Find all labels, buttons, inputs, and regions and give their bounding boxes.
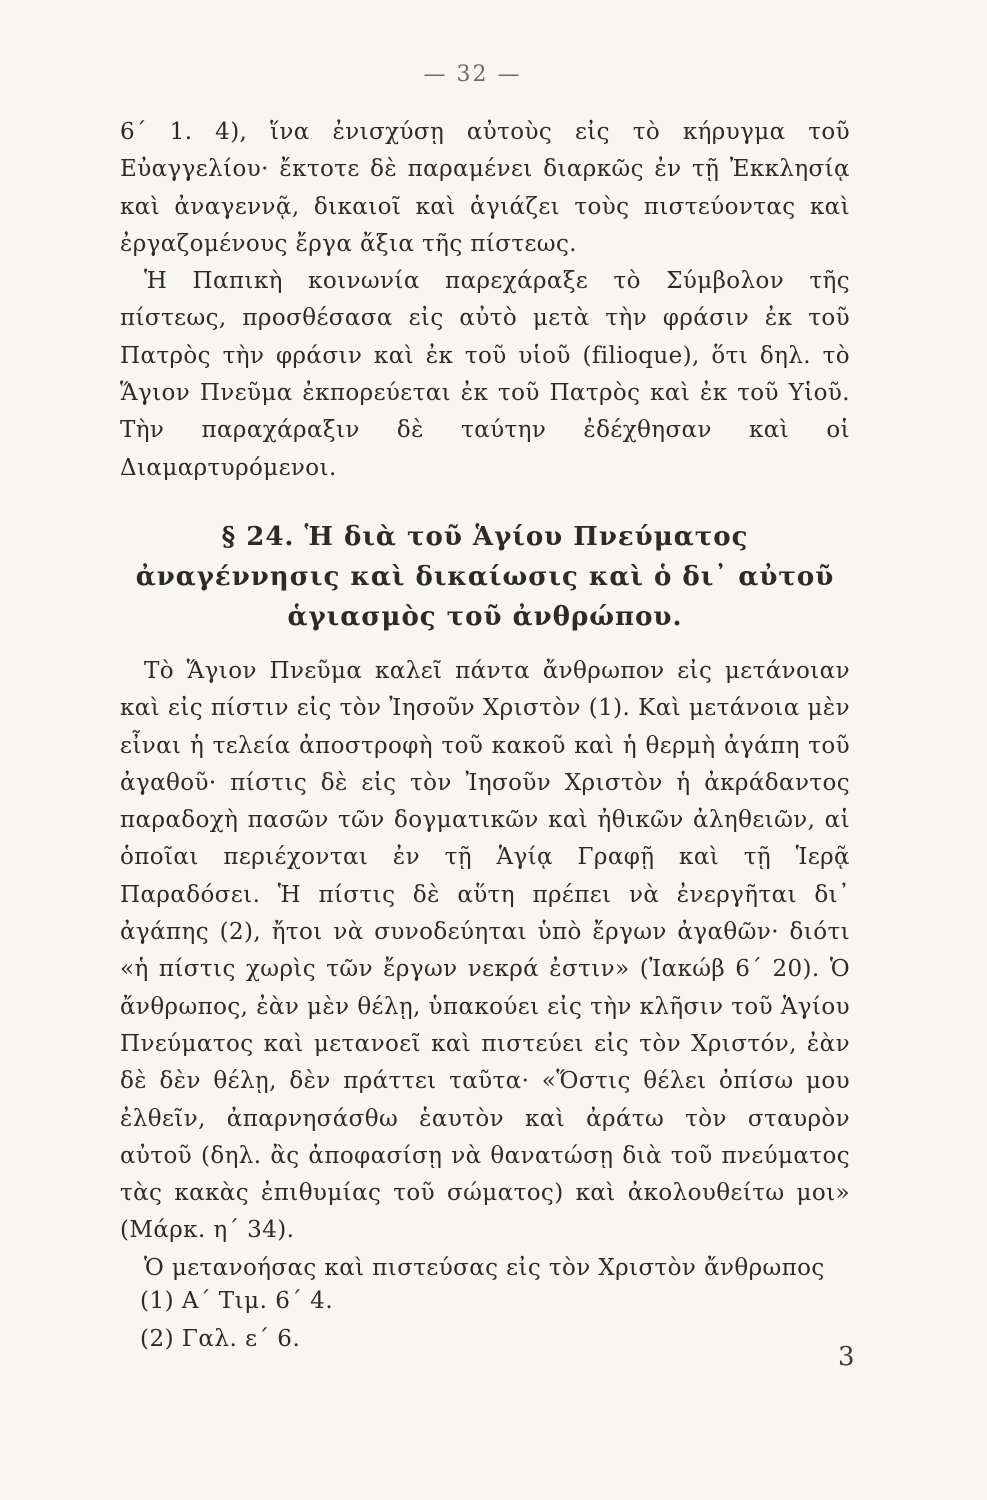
section-heading: § 24. Ἡ διὰ τοῦ Ἁγίου Πνεύματος ἀναγέννησις καὶ δικαίωσις καὶ ὁ δι᾿ αὐτοῦ ἁγιασμὸς τοῦ ἀνθρώπου. xyxy=(135,521,835,632)
paragraph-holy-spirit: Τὸ Ἅγιον Πνεῦμα καλεῖ πάντα ἄνθρωπον εἰς μετάνοιαν καὶ εἰς πίστιν εἰς τὸν Ἰησοῦν Χριστὸν (1). Καὶ μετάνοια μὲν εἶναι ἡ τελεία ἀποστροφὴ τοῦ κακοῦ καὶ ἡ θερμὴ ἀγάπη τοῦ ἀγαθοῦ· πίστις δὲ εἰς τὸν Ἰησοῦν Χριστὸν ἡ ἀκράδαντος παραδοχὴ πασῶν τῶν δογματικῶν καὶ ἠθικῶν ἀληθειῶν, αἱ ὁποῖαι περιέχονται ἐν τῇ Ἁγίᾳ Γραφῇ καὶ τῇ Ἱερᾷ Παραδόσει. Ἡ πίστις δὲ αὕτη πρέπει νὰ ἐνεργῆται δι᾿ ἀγάπης (2), ἤτοι νὰ συνοδεύηται ὑπὸ ἔργων ἀγαθῶν· διότι «ἡ πίστις χωρὶς τῶν ἔργων νεκρά ἐστιν» (Ἰακώβ 6΄ 20). Ὁ ἄνθρωπος, ἐὰν μὲν θέλῃ, ὑπακούει εἰς τὴν κλῆσιν τοῦ Ἁγίου Πνεύματος καὶ μετανοεῖ καὶ πιστεύει εἰς τὸν Χριστόν, ἐὰν δὲ δὲν θέλῃ, δὲν πράττει ταῦτα· «Ὅστις θέλει ὀπίσω μου ἐλθεῖν, ἀπαρνησάσθω ἑαυτὸν καὶ ἀράτω τὸν σταυρὸν αὐτοῦ (δηλ. ἂς ἀποφασίσῃ νὰ θανατώσῃ διὰ τοῦ πνεύματος τὰς κακὰς ἐπιθυμίας τοῦ σώματος) καὶ ἀκολουθείτω μοι» (Μάρκ. η΄ 34). xyxy=(120,657,850,1244)
footnotes xyxy=(140,1282,740,1358)
paragraph-repentant-man: Ὁ μετανοήσας καὶ πιστεύσας εἰς τὸν Χριστὸν ἄνθρωπος xyxy=(144,1254,825,1281)
page-body xyxy=(120,114,850,1287)
footnote-1: (1) Α΄ Τιμ. 6΄ 4. xyxy=(140,1288,334,1314)
signature-mark: 3 xyxy=(838,1342,855,1372)
paragraph-papal-communion: Ἡ Παπικὴ κοινωνία παρεχάραξε τὸ Σύμβολον τῆς πίστεως, προσθέσασα εἰς αὐτὸ μετὰ τὴν φράσιν ἐκ τοῦ Πατρὸς τὴν φράσιν καὶ ἐκ τοῦ υἱοῦ (filioque), ὅτι δηλ. τὸ Ἅγιον Πνεῦμα ἐκπορεύεται ἐκ τοῦ Πατρὸς καὶ ἐκ τοῦ Υἱοῦ. Τὴν παραχάραξιν δὲ ταύτην ἐδέχθησαν καὶ οἱ Διαμαρτυρόμενοι. xyxy=(120,268,850,481)
paragraph-continuation: 6΄ 1. 4), ἵνα ἐνισχύσῃ αὐτοὺς εἰς τὸ κήρυγμα τοῦ Εὐαγγελίου· ἔκτοτε δὲ παραμένει διαρκῶς ἐν τῇ Ἐκκλησίᾳ καὶ ἀναγεννᾷ, δικαιοῖ καὶ ἁγιάζει τοὺς πιστεύοντας καὶ ἐργαζομένους ἔργα ἄξια τῆς πίστεως. xyxy=(120,119,850,257)
page-number: — 32 — xyxy=(423,62,522,87)
footnote-2: (2) Γαλ. ε΄ 6. xyxy=(140,1326,301,1352)
